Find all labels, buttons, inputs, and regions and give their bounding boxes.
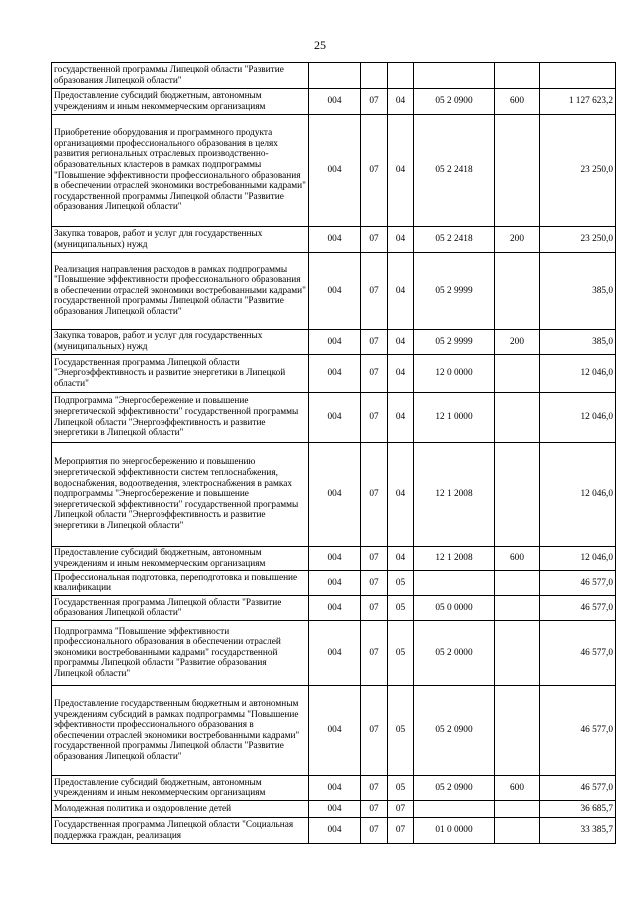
ministry-code: 004 xyxy=(309,801,361,818)
subsection-code: 05 xyxy=(388,776,414,801)
row-name: Молодежная политика и оздоровление детей xyxy=(52,801,309,818)
expense-type xyxy=(495,393,540,443)
section-code: 07 xyxy=(361,443,388,547)
row-name: Предоставление государственным бюджетным и автономным учреждениям субсидий в рамках подпрограммы "Повышение эффективности профессионального образования в обеспечении отраслей экономики востребованными кадрами" государственной программы Липецкой области "Развитие образования Липецкой области" xyxy=(52,686,309,776)
row-sum: 12 046,0 xyxy=(540,355,616,393)
target-article: 12 0 0000 xyxy=(414,355,495,393)
expense-type xyxy=(495,115,540,227)
row-name: Профессиональная подготовка, переподготовка и повышение квалификации xyxy=(52,571,309,596)
table-row xyxy=(52,227,616,253)
section-code: 07 xyxy=(361,776,388,801)
row-sum: 46 577,0 xyxy=(540,776,616,801)
expense-type xyxy=(495,443,540,547)
table-row xyxy=(52,115,616,227)
ministry-code: 004 xyxy=(309,89,361,115)
subsection-code: 04 xyxy=(388,355,414,393)
section-code: 07 xyxy=(361,115,388,227)
subsection-code: 04 xyxy=(388,393,414,443)
table-row xyxy=(52,571,616,596)
expense-type: 600 xyxy=(495,89,540,115)
row-sum: 46 577,0 xyxy=(540,596,616,621)
ministry-code: 004 xyxy=(309,253,361,330)
row-name: Мероприятия по энергосбережению и повышению энергетической эффективности систем теплоснабжения, водоснабжения, водоотведения, электроснабжения в рамках подпрограммы "Энергосбережение и повышение энергетической эффективности" государственной программы Липецкой области "Энергоэффективность и развитие энергетики в Липецкой области" xyxy=(52,443,309,547)
row-name: Предоставление субсидий бюджетным, автономным учреждениям и иным некоммерческим организациям xyxy=(52,89,309,115)
target-article: 12 1 2008 xyxy=(414,547,495,571)
row-name: Государственная программа Липецкой области "Развитие образования Липецкой области" xyxy=(52,596,309,621)
section-code xyxy=(361,63,388,89)
ministry-code: 004 xyxy=(309,818,361,844)
expense-type: 600 xyxy=(495,776,540,801)
row-name: Государственная программа Липецкой области "Энергоэффективность и развитие энергетики в Липецкой области" xyxy=(52,355,309,393)
ministry-code: 004 xyxy=(309,227,361,253)
subsection-code: 05 xyxy=(388,596,414,621)
target-article: 05 2 0900 xyxy=(414,776,495,801)
expense-type xyxy=(495,63,540,89)
section-code: 07 xyxy=(361,818,388,844)
ministry-code: 004 xyxy=(309,355,361,393)
row-sum: 36 685,7 xyxy=(540,801,616,818)
target-article: 05 2 9999 xyxy=(414,253,495,330)
ministry-code: 004 xyxy=(309,330,361,355)
target-article: 05 2 2418 xyxy=(414,227,495,253)
target-article xyxy=(414,63,495,89)
section-code: 07 xyxy=(361,801,388,818)
row-sum: 46 577,0 xyxy=(540,571,616,596)
table-row xyxy=(52,818,616,844)
subsection-code: 04 xyxy=(388,89,414,115)
table-row xyxy=(52,443,616,547)
target-article: 05 0 0000 xyxy=(414,596,495,621)
row-name: Предоставление субсидий бюджетным, автономным учреждениям и иным некоммерческим организациям xyxy=(52,547,309,571)
subsection-code: 05 xyxy=(388,571,414,596)
subsection-code: 04 xyxy=(388,115,414,227)
row-name: Подпрограмма "Энергосбережение и повышение энергетической эффективности" государственной программы Липецкой области "Энергоэффективность и развитие энергетики в Липецкой области" xyxy=(52,393,309,443)
target-article: 12 1 0000 xyxy=(414,393,495,443)
row-name: Закупка товаров, работ и услуг для государственных (муниципальных) нужд xyxy=(52,227,309,253)
subsection-code: 05 xyxy=(388,621,414,686)
table-row xyxy=(52,801,616,818)
expense-type: 200 xyxy=(495,227,540,253)
expense-type xyxy=(495,596,540,621)
expense-type xyxy=(495,253,540,330)
section-code: 07 xyxy=(361,393,388,443)
table-row xyxy=(52,776,616,801)
row-name: Предоставление субсидий бюджетным, автономным учреждениям и иным некоммерческим организациям xyxy=(52,776,309,801)
expense-type xyxy=(495,621,540,686)
subsection-code xyxy=(388,63,414,89)
section-code: 07 xyxy=(361,571,388,596)
row-sum: 1 127 623,2 xyxy=(540,89,616,115)
row-sum: 385,0 xyxy=(540,253,616,330)
table-row xyxy=(52,89,616,115)
table-row xyxy=(52,393,616,443)
subsection-code: 04 xyxy=(388,547,414,571)
expense-type xyxy=(495,801,540,818)
row-sum: 23 250,0 xyxy=(540,115,616,227)
table-row xyxy=(52,547,616,571)
target-article: 05 2 0000 xyxy=(414,621,495,686)
subsection-code: 07 xyxy=(388,801,414,818)
section-code: 07 xyxy=(361,227,388,253)
row-sum: 12 046,0 xyxy=(540,393,616,443)
table-row xyxy=(52,253,616,330)
section-code: 07 xyxy=(361,621,388,686)
row-name: государственной программы Липецкой области "Развитие образования Липецкой области" xyxy=(52,63,309,89)
subsection-code: 04 xyxy=(388,443,414,547)
row-name: Государственная программа Липецкой области "Социальная поддержка граждан, реализация xyxy=(52,818,309,844)
table-row xyxy=(52,63,616,89)
row-sum: 46 577,0 xyxy=(540,686,616,776)
ministry-code: 004 xyxy=(309,596,361,621)
row-sum: 385,0 xyxy=(540,330,616,355)
target-article xyxy=(414,571,495,596)
target-article: 05 2 0900 xyxy=(414,89,495,115)
row-name: Реализация направления расходов в рамках подпрограммы "Повышение эффективности профессионального образования в обеспечении отраслей экономики востребованными кадрами" государственной программы Липецкой области "Развитие образования Липецкой области" xyxy=(52,253,309,330)
ministry-code xyxy=(309,63,361,89)
row-name: Приобретение оборудования и программного продукта организациями профессионального образования в целях развития региональных отраслевых производственно-образовательных кластеров в рамках подпрограммы "Повышение эффективности профессионального образования в обеспечении отраслей экономики востребованными кадрами" государственной программы Липецкой области "Развитие образования Липецкой области" xyxy=(52,115,309,227)
subsection-code: 04 xyxy=(388,253,414,330)
row-sum: 33 385,7 xyxy=(540,818,616,844)
subsection-code: 04 xyxy=(388,227,414,253)
target-article xyxy=(414,801,495,818)
row-sum: 12 046,0 xyxy=(540,443,616,547)
target-article: 01 0 0000 xyxy=(414,818,495,844)
section-code: 07 xyxy=(361,547,388,571)
subsection-code: 04 xyxy=(388,330,414,355)
table-row xyxy=(52,355,616,393)
subsection-code: 05 xyxy=(388,686,414,776)
section-code: 07 xyxy=(361,355,388,393)
section-code: 07 xyxy=(361,253,388,330)
row-sum xyxy=(540,63,616,89)
ministry-code: 004 xyxy=(309,776,361,801)
expense-type: 600 xyxy=(495,547,540,571)
row-sum: 12 046,0 xyxy=(540,547,616,571)
budget-table xyxy=(51,62,616,844)
expense-type: 200 xyxy=(495,330,540,355)
ministry-code: 004 xyxy=(309,443,361,547)
section-code: 07 xyxy=(361,686,388,776)
ministry-code: 004 xyxy=(309,686,361,776)
table-row xyxy=(52,686,616,776)
expense-type xyxy=(495,686,540,776)
subsection-code: 07 xyxy=(388,818,414,844)
expense-type xyxy=(495,571,540,596)
target-article: 12 1 2008 xyxy=(414,443,495,547)
table-row xyxy=(52,596,616,621)
table-row xyxy=(52,621,616,686)
section-code: 07 xyxy=(361,89,388,115)
target-article: 05 2 0900 xyxy=(414,686,495,776)
ministry-code: 004 xyxy=(309,393,361,443)
expense-type xyxy=(495,355,540,393)
ministry-code: 004 xyxy=(309,621,361,686)
section-code: 07 xyxy=(361,596,388,621)
expense-type xyxy=(495,818,540,844)
target-article: 05 2 9999 xyxy=(414,330,495,355)
page-number: 25 xyxy=(314,38,326,52)
row-sum: 46 577,0 xyxy=(540,621,616,686)
target-article: 05 2 2418 xyxy=(414,115,495,227)
row-sum: 23 250,0 xyxy=(540,227,616,253)
row-name: Подпрограмма "Повышение эффективности профессионального образования в обеспечении отраслей экономики востребованными кадрами" государственной программы Липецкой области "Развитие образования Липецкой области" xyxy=(52,621,309,686)
table-row xyxy=(52,330,616,355)
row-name: Закупка товаров, работ и услуг для государственных (муниципальных) нужд xyxy=(52,330,309,355)
section-code: 07 xyxy=(361,330,388,355)
ministry-code: 004 xyxy=(309,547,361,571)
table-body xyxy=(52,63,616,844)
ministry-code: 004 xyxy=(309,115,361,227)
ministry-code: 004 xyxy=(309,571,361,596)
